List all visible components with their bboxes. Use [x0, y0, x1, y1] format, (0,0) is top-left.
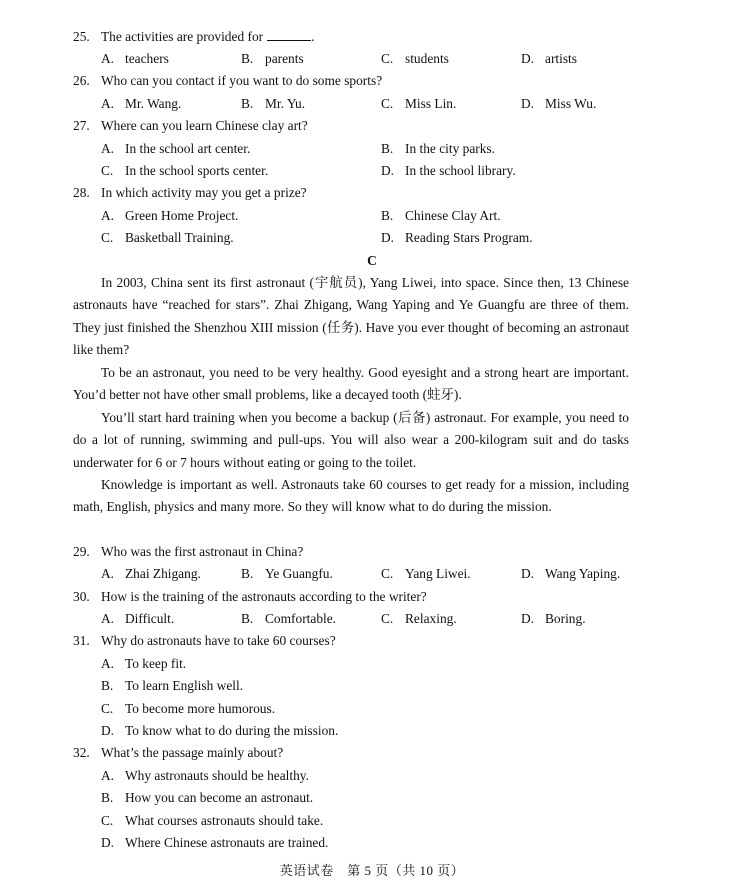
option-c [381, 608, 457, 630]
option-label: D. [521, 51, 535, 66]
option-text: To become more humorous. [125, 701, 276, 716]
option-label: C. [101, 813, 114, 828]
question-number: 30. [73, 589, 90, 604]
option-c [381, 93, 456, 115]
option-b [381, 205, 501, 227]
option-text: Miss Lin. [405, 96, 457, 111]
option-c [101, 227, 234, 249]
option-text: parents [265, 51, 304, 66]
option-label: A. [101, 141, 115, 156]
option-text: Yang Liwei. [405, 566, 471, 581]
option-text: Wang Yaping. [545, 566, 621, 581]
option-31-b [101, 675, 661, 697]
option-text: To keep fit. [125, 656, 187, 671]
option-label: A. [101, 566, 115, 581]
question-number: 28. [73, 185, 90, 200]
options-27-row1 [101, 138, 661, 160]
question-stem: Why do astronauts have to take 60 courses? [101, 633, 336, 648]
option-d [381, 160, 516, 182]
passage-paragraph-1: In 2003, China sent its first astronaut (宇航员), Yang Liwei, into space. Since then, 13 Chinese astronauts have “reached for stars”. Zhai Zhigang, Wang Yaping and Ye Guangfu are three of them. They just finished the Shenzhou XIII mission (任务). Have you ever thought of becoming an astronaut like them? [73, 275, 629, 358]
option-text: To learn English well. [125, 678, 244, 693]
option-label: B. [241, 611, 254, 626]
question-32 [73, 742, 283, 764]
option-b [241, 563, 333, 585]
option-c [101, 160, 268, 182]
option-31-d [101, 720, 661, 742]
option-label: A. [101, 611, 115, 626]
option-label: A. [101, 208, 115, 223]
option-c [381, 563, 471, 585]
question-number: 27. [73, 118, 90, 133]
question-31 [73, 630, 336, 652]
option-text: students [405, 51, 449, 66]
option-32-a [101, 765, 661, 787]
option-label: C. [101, 230, 114, 245]
option-a [101, 138, 250, 160]
question-stem: Where can you learn Chinese clay art? [101, 118, 308, 133]
option-label: A. [101, 656, 115, 671]
question-29 [73, 541, 303, 563]
options-27-row2 [101, 160, 661, 182]
option-text: In the school library. [405, 163, 516, 178]
options-29 [101, 563, 661, 585]
option-a [101, 205, 238, 227]
option-b [241, 608, 336, 630]
option-label: C. [381, 611, 394, 626]
passage-paragraph-2: To be an astronaut, you need to be very healthy. Good eyesight and a strong heart are important. You’d better not have other small problems, like a decayed tooth (蛀牙). [73, 365, 629, 403]
option-d [521, 608, 586, 630]
option-31-a [101, 653, 661, 675]
question-stem: What’s the passage mainly about? [101, 745, 284, 760]
option-label: B. [241, 51, 254, 66]
option-a [101, 563, 201, 585]
options-25 [101, 48, 661, 70]
option-text: Mr. Yu. [265, 96, 306, 111]
option-text: Where Chinese astronauts are trained. [125, 835, 329, 850]
option-b [101, 787, 313, 809]
option-text: How you can become an astronaut. [125, 790, 314, 805]
question-number: 31. [73, 633, 90, 648]
option-32-c [101, 810, 661, 832]
option-label: D. [381, 230, 395, 245]
options-26 [101, 93, 661, 115]
options-28-row2 [101, 227, 661, 249]
question-number: 26. [73, 73, 90, 88]
option-text: Ye Guangfu. [265, 566, 333, 581]
option-label: A. [101, 768, 115, 783]
question-stem: Who can you contact if you want to do some sports? [101, 73, 383, 88]
option-a [101, 608, 174, 630]
option-text: Difficult. [125, 611, 175, 626]
option-text: Boring. [545, 611, 586, 626]
question-30 [73, 586, 427, 608]
option-text: Basketball Training. [125, 230, 234, 245]
option-label: D. [521, 566, 535, 581]
option-b [241, 93, 305, 115]
question-27 [73, 115, 308, 137]
option-text: Zhai Zhigang. [125, 566, 201, 581]
option-text: In the school art center. [125, 141, 251, 156]
option-label: B. [381, 208, 394, 223]
option-label: B. [101, 790, 114, 805]
option-c [101, 810, 323, 832]
option-label: D. [101, 835, 115, 850]
option-text: In the school sports center. [125, 163, 269, 178]
option-c [381, 48, 449, 70]
option-text: artists [545, 51, 577, 66]
question-number: 32. [73, 745, 90, 760]
option-d [521, 563, 620, 585]
option-label: B. [241, 566, 254, 581]
option-b [101, 675, 243, 697]
question-stem: Who was the first astronaut in China? [101, 544, 304, 559]
option-label: C. [381, 96, 394, 111]
option-d [381, 227, 533, 249]
question-stem: In which activity may you get a prize? [101, 185, 307, 200]
option-text: Miss Wu. [545, 96, 597, 111]
option-label: C. [381, 51, 394, 66]
option-label: D. [521, 611, 535, 626]
option-text: In the city parks. [405, 141, 495, 156]
option-text: What courses astronauts should take. [125, 813, 324, 828]
option-c [101, 698, 275, 720]
page-footer: 英语试卷 第 5 页（共 10 页） [279, 863, 465, 878]
option-31-c [101, 698, 661, 720]
option-text: teachers [125, 51, 169, 66]
question-stem: The activities are provided for [101, 29, 264, 44]
option-text: Relaxing. [405, 611, 457, 626]
option-text: Why astronauts should be healthy. [125, 768, 309, 783]
option-label: C. [101, 701, 114, 716]
option-label: D. [521, 96, 535, 111]
option-label: B. [241, 96, 254, 111]
passage-paragraph-3: You’ll start hard training when you become a backup (后备) astronaut. For example, you need to do a lot of running, swimming and pull-ups. You will also wear a 200-kilogram suit and do tasks underwater for 6 or 7 hours without eating or going to the toilet. [73, 410, 629, 470]
question-number: 25. [73, 29, 90, 44]
passage-paragraph-4: Knowledge is important as well. Astronauts take 60 courses to get ready for a mission, including math, English, physics and many more. So they will know what to do during the mission. [73, 477, 629, 515]
question-number: 29. [73, 544, 90, 559]
option-text: To know what to do during the mission. [125, 723, 339, 738]
option-label: C. [381, 566, 394, 581]
option-text: Reading Stars Program. [405, 230, 533, 245]
option-b [241, 48, 304, 70]
option-d [101, 832, 328, 854]
option-a [101, 765, 309, 787]
option-32-b [101, 787, 661, 809]
question-28 [73, 182, 307, 204]
option-a [101, 93, 181, 115]
option-label: C. [101, 163, 114, 178]
option-d [101, 720, 338, 742]
option-a [101, 48, 169, 70]
answer-blank [267, 26, 311, 41]
option-label: A. [101, 51, 115, 66]
question-26 [73, 70, 382, 92]
question-stem-end: . [311, 29, 315, 44]
option-32-d [101, 832, 661, 854]
option-text: Green Home Project. [125, 208, 239, 223]
option-d [521, 48, 577, 70]
options-30 [101, 608, 661, 630]
option-label: D. [101, 723, 115, 738]
option-label: A. [101, 96, 115, 111]
option-a [101, 653, 186, 675]
option-d [521, 93, 596, 115]
option-text: Comfortable. [265, 611, 337, 626]
section-heading: C [367, 253, 377, 268]
option-label: D. [381, 163, 395, 178]
option-text: Mr. Wang. [125, 96, 182, 111]
question-stem: How is the training of the astronauts according to the writer? [101, 589, 427, 604]
option-b [381, 138, 495, 160]
option-label: B. [381, 141, 394, 156]
option-text: Chinese Clay Art. [405, 208, 501, 223]
option-label: B. [101, 678, 114, 693]
options-28-row1 [101, 205, 661, 227]
question-25 [73, 26, 314, 48]
